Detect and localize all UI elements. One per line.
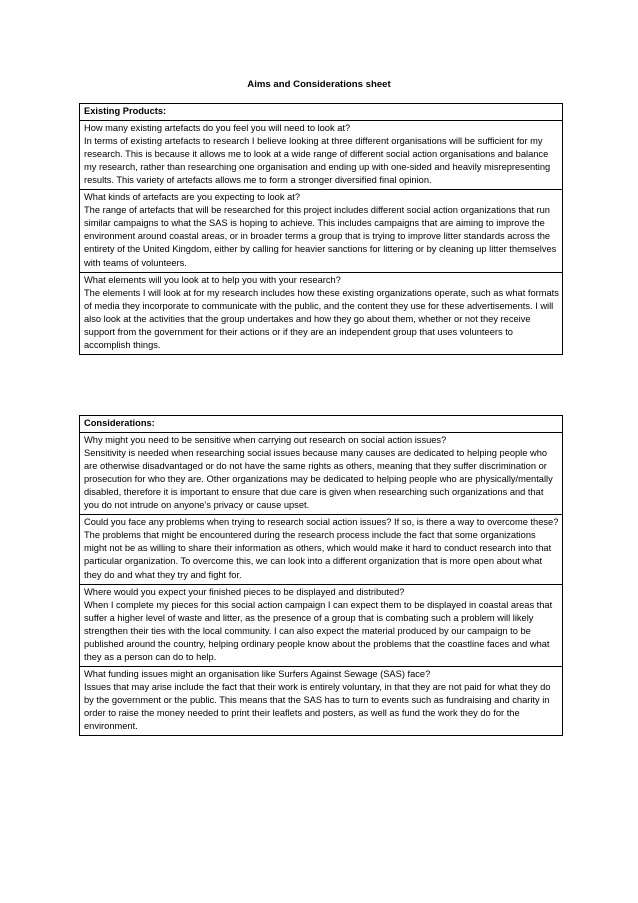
table-row xyxy=(80,584,563,666)
answer-text: When I complete my pieces for this social action campaign I can expect them to be displayed in coastal areas that suffer a higher level of waste and litter, as the presence of a group that is combating such a problem will likely strengthen their ties with the local community. I can also expect the material produced by our campaign to be published around the country, helping ordinary people know about the problems that the coastline faces and what they as a person can do to help. xyxy=(84,599,553,662)
qa-cell xyxy=(80,433,563,515)
section-heading: Considerations: xyxy=(80,416,563,433)
table-row xyxy=(80,433,563,515)
question-text: How many existing artefacts do you feel you will need to look at? xyxy=(84,123,351,134)
answer-text: The range of artefacts that will be researched for this project includes different social action organizations that run similar campaigns to what the SAS is hoping to achieve. This includes campaigns that are aiming to improve the environment around coastal areas, or in broader terms a group that is trying to improve litter standards across the entirety of the United Kingdom, either by calling for heavier sanctions for littering or by cleaning up litter themselves with teams of volunteers. xyxy=(84,205,557,268)
table-row xyxy=(80,121,563,190)
qa-cell xyxy=(80,272,563,354)
qa-cell xyxy=(80,515,563,584)
question-text: What funding issues might an organisation like Surfers Against Sewage (SAS) face? xyxy=(84,668,431,679)
table-row xyxy=(80,272,563,354)
question-text: Why might you need to be sensitive when carrying out research on social action issues? xyxy=(84,435,447,446)
table-heading-row xyxy=(80,104,563,121)
section-heading: Existing Products: xyxy=(80,104,563,121)
qa-cell xyxy=(80,666,563,735)
question-text: Where would you expect your finished pieces to be displayed and distributed? xyxy=(84,586,405,597)
page-title: Aims and Considerations sheet xyxy=(247,79,391,90)
qa-cell xyxy=(80,190,563,272)
answer-text: The problems that might be encountered during the research process include the fact that some organizations might not be as willing to share their information as others, which would make it hard to conduct research into that particular organization. To overcome this, we can look into a different organization that is more open about what they do and what they try and fight for. xyxy=(84,530,552,580)
table-heading-row xyxy=(80,416,563,433)
answer-text: Issues that may arise include the fact that their work is entirely voluntary, in that they are not paid for what they do by the government or the public. This means that the SAS has to turn to events such as fundraising and charity in order to raise the money needed to print their leaflets and posters, as well as fund the work they do for the environment. xyxy=(84,681,551,732)
table-row xyxy=(80,515,563,584)
answer-text: Sensitivity is needed when researching social issues because many causes are dedicated to helping people who are otherwise disadvantaged or do not have the same rights as others, meaning that they suffer discrimination or prosecution for who they are. Other organizations may be dedicated to helping people who are physically/mentally disabled, therefore it is important to ensure that due care is given when researching such organizations and that you do not intrude on anyone’s privacy or cause upset. xyxy=(84,448,553,511)
qa-cell xyxy=(80,584,563,666)
answer-text: The elements I will look at for my research includes how these existing organizations operate, such as what formats of media they incorporate to communicate with the public, and the content they use for these advertisements. I will also look at the activities that the group undertakes and how they go about them, whether or not they receive support from the government for their actions or if they are an independent group that uses volunteers to accomplish things. xyxy=(84,287,559,350)
question-text: What elements will you look at to help you with your research? xyxy=(84,274,341,285)
existing-products-table xyxy=(79,103,563,355)
considerations-table xyxy=(79,415,563,736)
question-text: Could you face any problems when trying to research social action issues? If so, is there a way to overcome these? xyxy=(84,517,559,528)
table-row xyxy=(80,190,563,272)
table-row xyxy=(80,666,563,735)
qa-cell xyxy=(80,121,563,190)
answer-text: In terms of existing artefacts to research I believe looking at three different organisations will be sufficient for my research. This is because it allows me to look at a wide range of different social action organisations and balance my research, rather than researching one organisation and ending up with one-sided and heavily misrepresenting results. This variety of artefacts allows me to form a stronger diversified final opinion. xyxy=(84,136,551,186)
question-text: What kinds of artefacts are you expecting to look at? xyxy=(84,192,301,203)
